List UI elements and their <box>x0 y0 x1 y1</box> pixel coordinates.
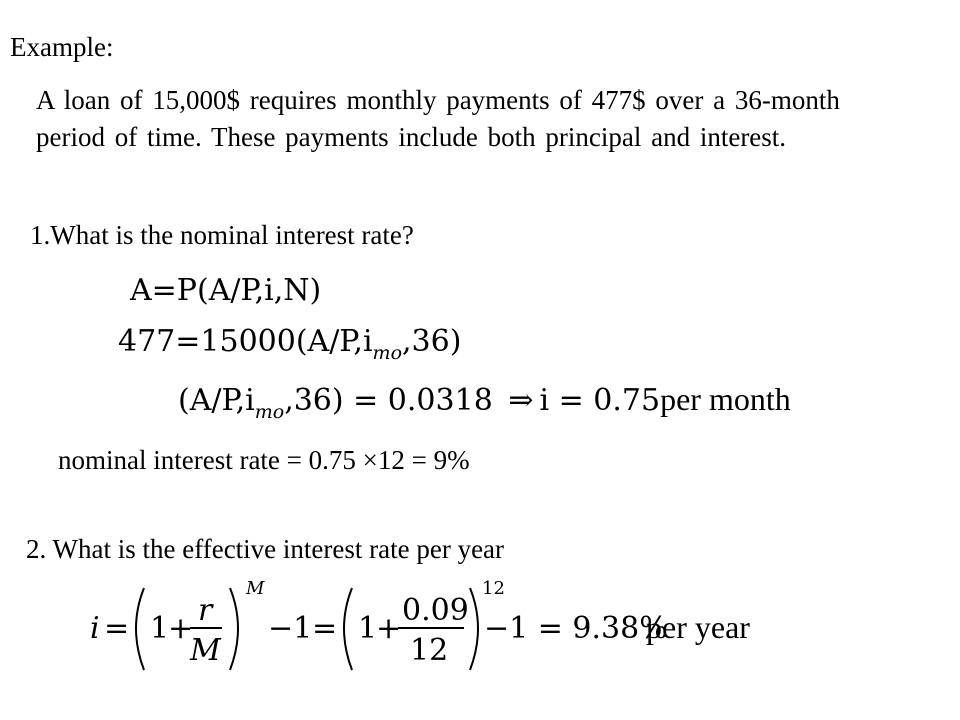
eq4-one-a: 1 <box>150 611 170 646</box>
equation-4 <box>90 578 770 678</box>
eq4-M: M <box>190 633 221 668</box>
question-1: 1.What is the nominal interest rate? <box>30 220 414 250</box>
example-heading: Example: <box>10 32 114 62</box>
equation-2-lhs: 477=15000(A/P,i <box>118 324 373 359</box>
equation-1-text: A=P(A/P,i,N) <box>130 273 322 308</box>
eq4-numerator: 0.09 <box>402 593 469 628</box>
equation-4-svg <box>90 578 770 678</box>
eq4-exponent-M: M <box>246 578 265 599</box>
equation-3-unit: per month <box>660 381 791 417</box>
equation-3-subscript: mo <box>254 401 285 423</box>
nominal-rate-line: nominal interest rate = 0.75 ×12 = 9% <box>58 445 470 475</box>
eq4-minus-one: −1 <box>268 611 313 646</box>
eq4-result: −1 = 9.38% <box>484 611 668 646</box>
equation-2 <box>118 324 462 364</box>
eq4-paren-open-2 <box>344 588 352 670</box>
eq4-i: i <box>90 611 100 646</box>
eq4-one-b: 1 <box>358 611 378 646</box>
eq4-equals: = <box>104 611 130 646</box>
eq4-plus-a: + <box>168 611 194 646</box>
eq4-equals-2: = <box>312 611 338 646</box>
eq4-exponent-12: 12 <box>482 578 505 599</box>
eq4-plus-b: + <box>376 611 402 646</box>
eq4-paren-close-1 <box>230 588 238 670</box>
equation-2-rhs: ,36) <box>402 324 462 359</box>
question-2: 2. What is the effective interest rate per year <box>26 534 505 564</box>
equation-3 <box>178 381 791 423</box>
eq4-unit: per year <box>646 609 750 645</box>
equation-1 <box>130 273 322 308</box>
equation-3-lhs: (A/P,i <box>178 383 255 418</box>
eq4-r: r <box>198 593 213 628</box>
eq4-paren-close-2 <box>470 588 478 670</box>
eq4-paren-open-1 <box>136 588 144 670</box>
eq4-denominator: 12 <box>410 633 449 668</box>
problem-statement: A loan of 15,000$ requires monthly payments of 477$ over a 36-month period of time. These payments include both principal and interest. <box>36 85 840 152</box>
implies-arrow: ⇒ <box>508 383 534 418</box>
equation-2-subscript: mo <box>372 342 403 364</box>
equation-3-result: i = 0.75 <box>539 383 661 418</box>
equation-3-mid: ,36) = 0.0318 <box>284 383 493 418</box>
